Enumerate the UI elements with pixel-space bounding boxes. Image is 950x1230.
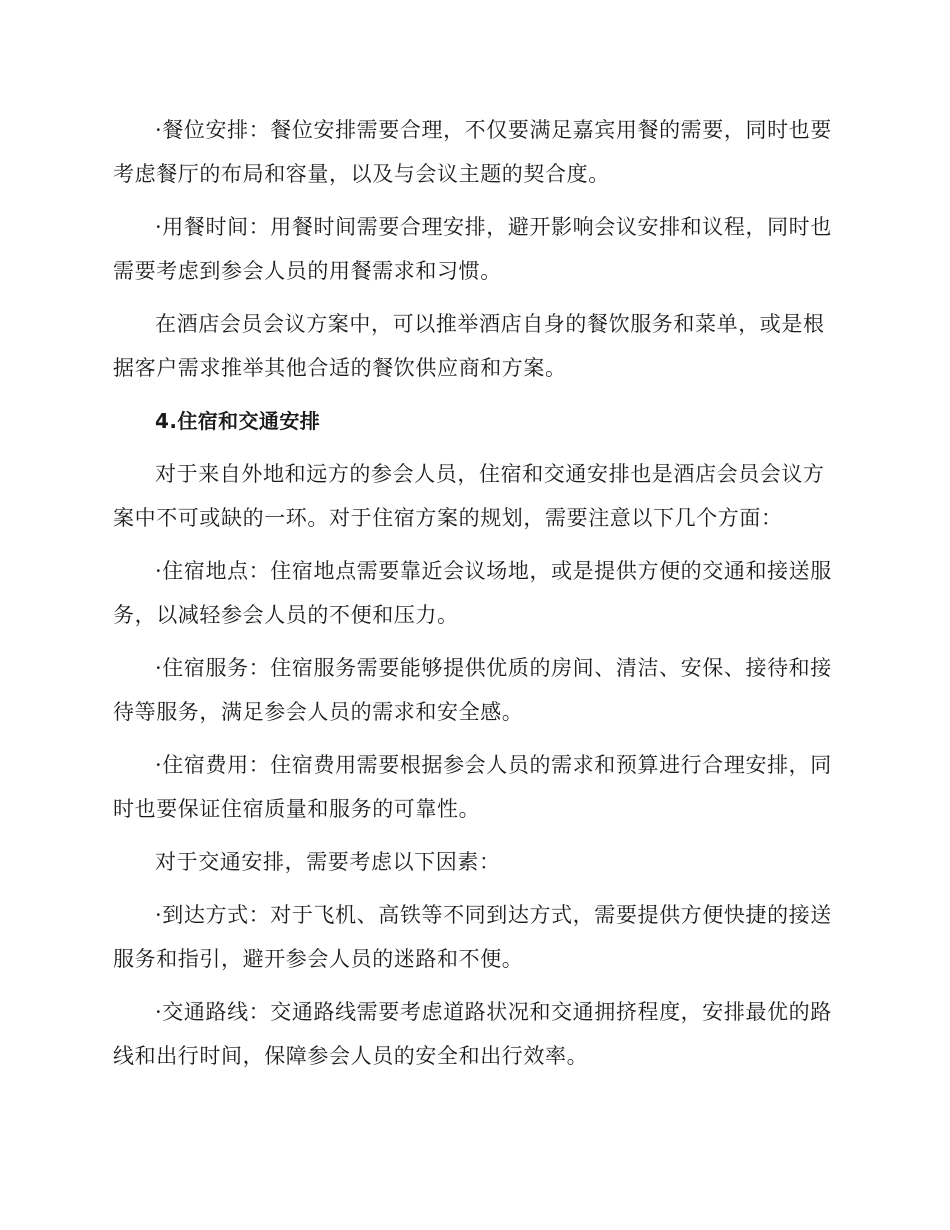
paragraph-arrival-method: ·到达方式：对于飞机、高铁等不同到达方式，需要提供方便快捷的接送服务和指引，避开参会人员的迷路和不便。 <box>113 903 832 971</box>
paragraph-accommodation-location: ·住宿地点：住宿地点需要靠近会议场地，或是提供方便的交通和接送服务，以减轻参会人员的不便和压力。 <box>113 559 832 627</box>
document-body <box>113 108 833 1087</box>
paragraph-transport-intro: 对于交通安排，需要考虑以下因素： <box>155 850 501 874</box>
paragraph-seating-arrangement: ·餐位安排：餐位安排需要合理，不仅要满足嘉宾用餐的需要，同时也要考虑餐厅的布局和容量，以及与会议主题的契合度。 <box>113 118 832 186</box>
paragraph-accommodation-intro: 对于来自外地和远方的参会人员，住宿和交通安排也是酒店会员会议方案中不可或缺的一环。对于住宿方案的规划，需要注意以下几个方面： <box>113 462 825 530</box>
paragraph-accommodation-cost: ·住宿费用：住宿费用需要根据参会人员的需求和预算进行合理安排，同时也要保证住宿质量和服务的可靠性。 <box>113 753 832 821</box>
paragraph-transport-route: ·交通路线：交通路线需要考虑道路状况和交通拥挤程度，安排最优的路线和出行时间，保障参会人员的安全和出行效率。 <box>113 1000 832 1068</box>
paragraph-catering-recommendation: 在酒店会员会议方案中，可以推举酒店自身的餐饮服务和菜单，或是根据客户需求推举其他合适的餐饮供应商和方案。 <box>113 312 825 380</box>
section-heading-accommodation-transport: 4.住宿和交通安排 <box>155 409 321 433</box>
paragraph-accommodation-service: ·住宿服务：住宿服务需要能够提供优质的房间、清洁、安保、接待和接待等服务，满足参会人员的需求和安全感。 <box>113 656 832 724</box>
paragraph-meal-time: ·用餐时间：用餐时间需要合理安排，避开影响会议安排和议程，同时也需要考虑到参会人员的用餐需求和习惯。 <box>113 215 832 283</box>
